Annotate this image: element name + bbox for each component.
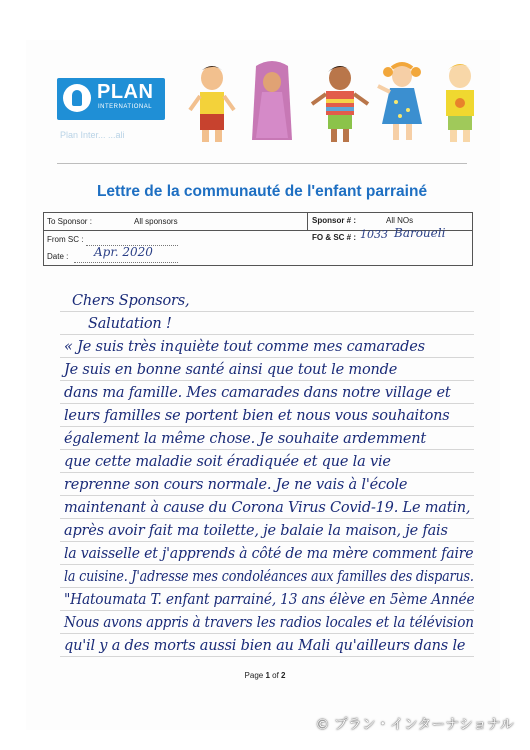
page-total: 2 — [281, 671, 286, 680]
ruled-line — [60, 334, 474, 335]
ruled-line — [60, 633, 474, 634]
ruled-line — [60, 541, 474, 542]
letter-line: dans ma famille. Mes camarades dans notre village et — [64, 385, 451, 401]
date-label: Date : — [47, 252, 69, 261]
date-dots — [74, 262, 178, 263]
ruled-line — [60, 380, 474, 381]
child-figure-4 — [378, 64, 422, 140]
letter-line: que cette maladie soit éradiquée et que la vie — [64, 454, 391, 470]
page-sep: of — [269, 671, 282, 680]
document-title: Lettre de la communauté de l'enfant parrainé — [96, 183, 428, 200]
letter-line: "Hatoumata T. enfant parrainé, 13 ans élève en 5ème Année — [64, 592, 475, 608]
ruled-line — [60, 587, 474, 588]
letter-line: la vaisselle et j'apprends à côté de ma mère comment faire — [64, 546, 474, 562]
child-figure-2 — [252, 61, 292, 140]
letter-line: Nous avons appris à travers les radios locales et la télévision — [64, 615, 474, 631]
ruled-line — [60, 472, 474, 473]
logo-subtitle: INTERNATIONAL — [98, 104, 153, 110]
sponsor-label: Sponsor # : — [312, 216, 357, 225]
ruled-line — [60, 426, 474, 427]
ruled-line — [60, 311, 474, 312]
letter-line: après avoir fait ma toilette, je balaie la maison, je fais — [64, 523, 448, 539]
letter-line: Salutation ! — [88, 316, 172, 332]
letter-line: Chers Sponsors, — [72, 293, 190, 309]
letter-line: également la même chose. Je souhaite ardemment — [64, 431, 427, 447]
ruled-line — [60, 449, 474, 450]
child-figure-5 — [446, 64, 474, 142]
sponsor-value: All NOs — [386, 216, 414, 225]
fo-sc-name: Baroueli — [394, 226, 446, 240]
page-indicator — [0, 671, 530, 680]
letter-line: maintenant à cause du Corona Virus Covid-19. Le matin, — [64, 500, 471, 516]
date-value: Apr. 2020 — [94, 245, 153, 259]
plan-person-icon — [63, 84, 91, 112]
logo-name: PLAN — [97, 81, 154, 103]
letter-line: la cuisine. J'adresse mes condoléances aux familles des disparus. — [64, 569, 474, 585]
page-prefix: Page — [244, 671, 266, 680]
fo-sc-label: FO & SC # : — [312, 233, 357, 242]
child-figure-3 — [312, 66, 368, 142]
tagline: Plan Inter... ...ali — [60, 130, 125, 140]
to-sponsor-value: All sponsors — [134, 217, 178, 226]
ruled-line — [60, 564, 474, 565]
letter-line: qu'il y a des morts aussi bien au Mali qu'ailleurs dans le — [64, 638, 466, 654]
fo-sc-number: 1033 — [360, 228, 388, 241]
ruled-line — [60, 518, 474, 519]
ruled-line — [60, 656, 474, 657]
header-divider — [57, 163, 467, 164]
page-current: 1 — [265, 671, 270, 680]
ruled-line — [60, 403, 474, 404]
to-sponsor-label: To Sponsor : — [47, 217, 92, 226]
ruled-line — [60, 495, 474, 496]
from-sc-label: From SC : — [47, 235, 84, 244]
plan-logo — [57, 78, 165, 120]
children-illustration — [188, 58, 488, 150]
letter-line: leurs familles se portent bien et nous vous souhaitons — [64, 408, 450, 424]
letter-line: Je suis en bonne santé ainsi que tout le monde — [64, 362, 398, 378]
ruled-line — [60, 357, 474, 358]
letter-line: « Je suis très inquiète tout comme mes camarades — [64, 339, 425, 355]
info-divider — [307, 213, 308, 230]
copyright-watermark: © プラン・インターナショナル — [315, 717, 514, 733]
child-figure-1 — [190, 66, 234, 142]
ruled-line — [60, 610, 474, 611]
letter-line: reprenne son cours normale. Je ne vais à l'école — [64, 477, 408, 493]
